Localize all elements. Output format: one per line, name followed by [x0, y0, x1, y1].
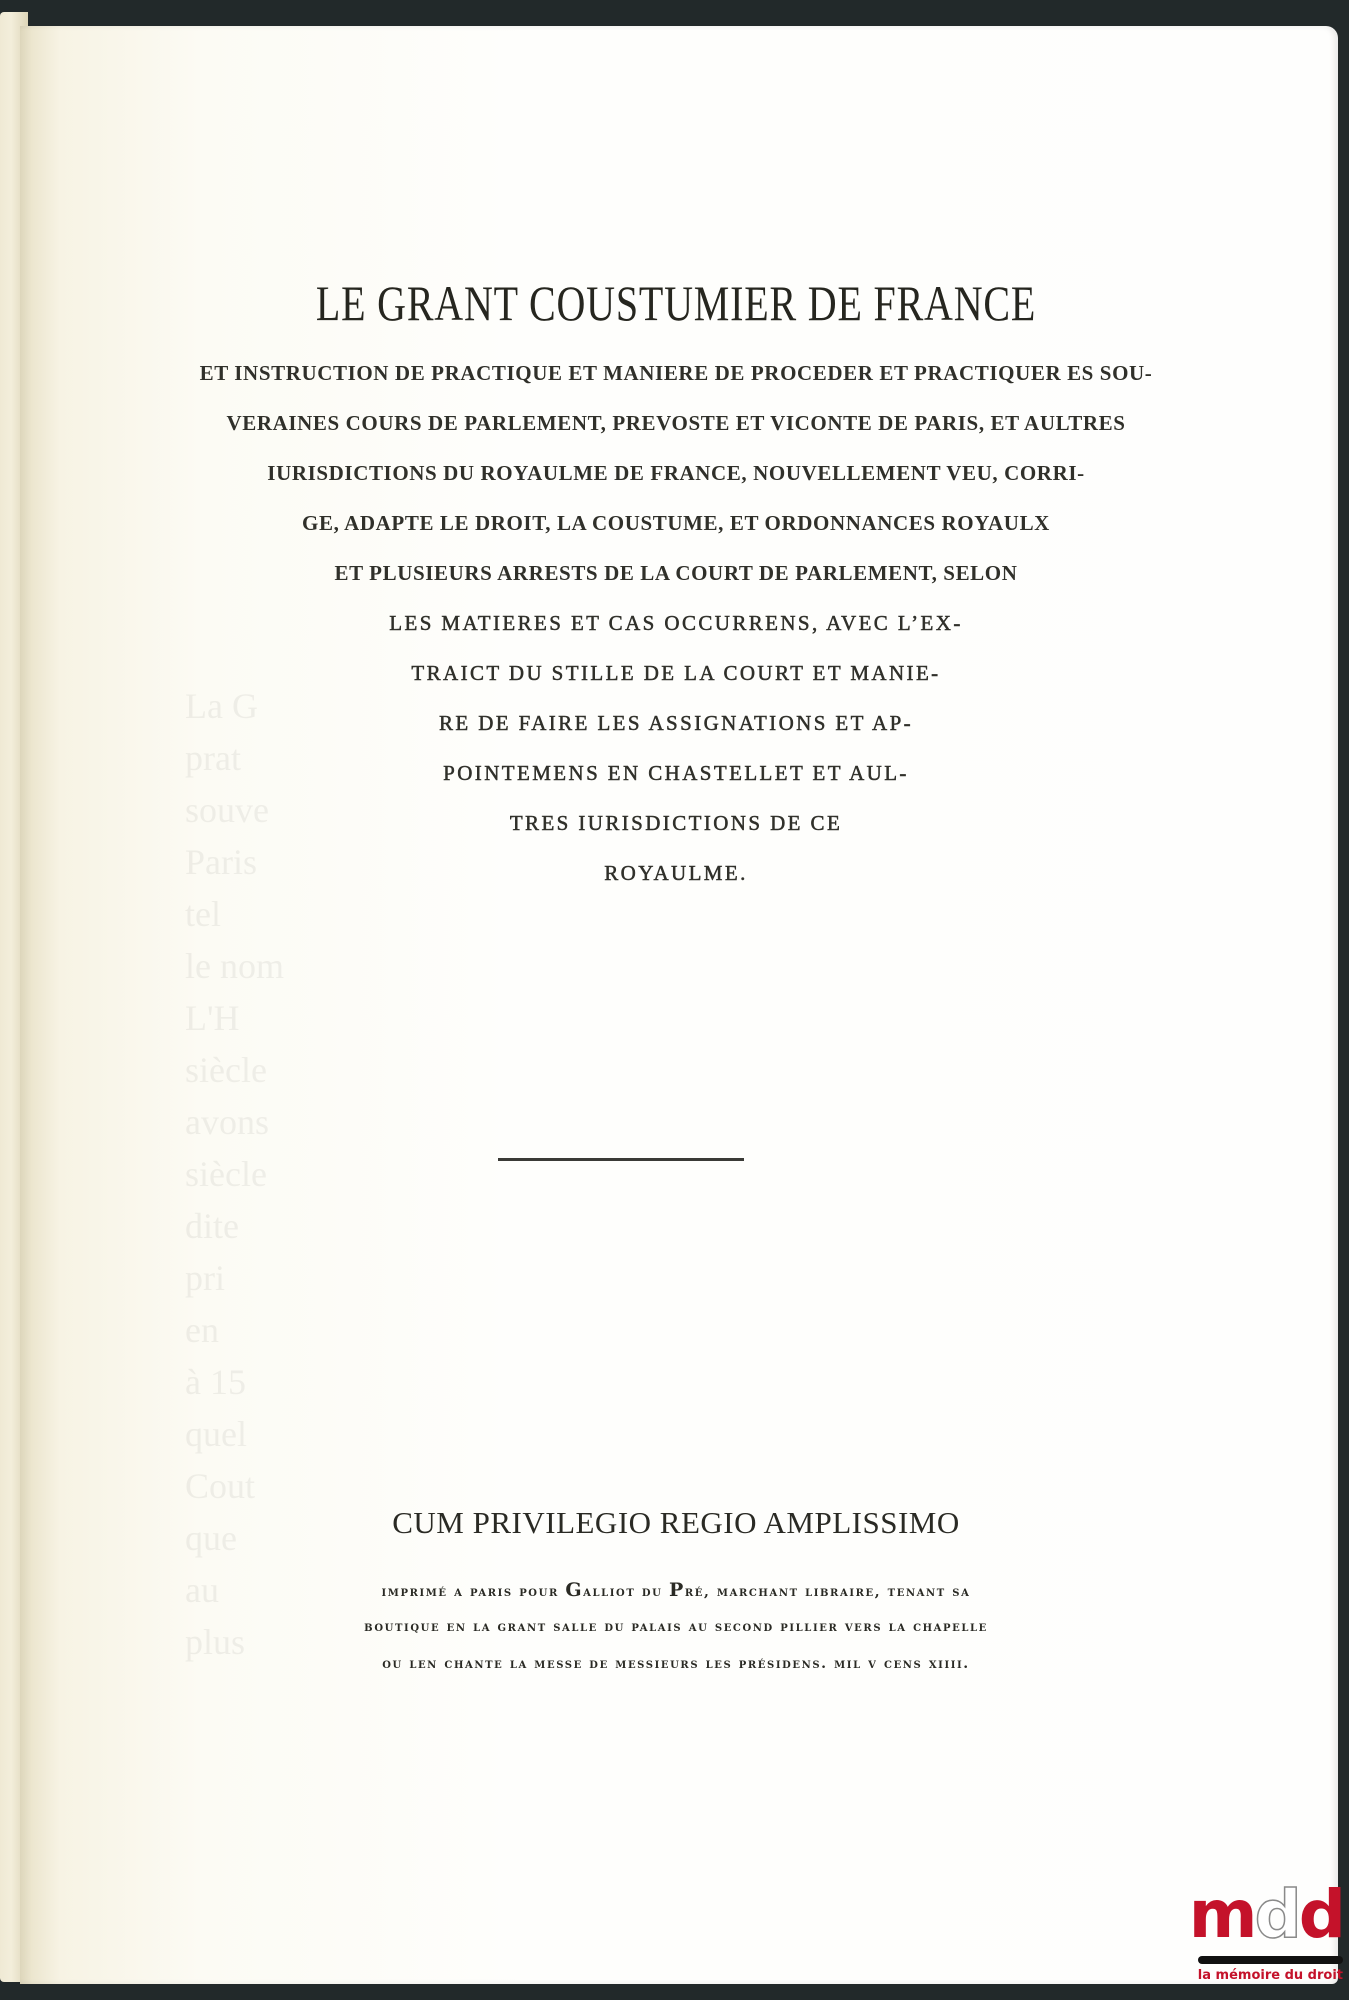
- show-through-line: au: [185, 1570, 219, 1610]
- show-through-line: à 15: [185, 1362, 246, 1402]
- imprint-initial: G: [565, 1579, 584, 1601]
- imprint: [62, 1572, 1290, 1683]
- show-through-line: en: [185, 1310, 219, 1350]
- subtitle-line: GE, ADAPTE LE DROIT, LA COUSTUME, ET ORDONNANCES ROYAULX: [302, 511, 1050, 535]
- show-through-line: avons: [185, 1102, 269, 1142]
- show-through-line: Cout: [185, 1466, 256, 1506]
- subtitle-line: TRES IURISDICTIONS DE CE: [509, 811, 843, 835]
- imprint-text: , marchant libraire, tenant sa: [703, 1584, 971, 1600]
- subtitle-line: TRAICT DU STILLE DE LA COURT ET MANIE-: [411, 661, 941, 685]
- logo-letter-outline: d: [1254, 1876, 1299, 1953]
- book-title: LE GRANT COUSTUMIER DE FRANCE: [315, 274, 1037, 331]
- subtitle-line: POINTEMENS EN CHASTELLET ET AUL-: [443, 761, 909, 785]
- show-through-line: pri: [185, 1258, 225, 1298]
- show-through-line: souve: [185, 790, 269, 830]
- show-through-line: quel: [185, 1414, 247, 1454]
- subtitle-line: ROYAULME.: [604, 861, 748, 885]
- imprint-text: imprimé a paris pour: [381, 1584, 566, 1600]
- show-through-line: siècle: [185, 1154, 267, 1194]
- imprint-line-1: [62, 1572, 1290, 1609]
- imprint-line-2: boutique en la grant salle du palais au second pillier vers la chapelle: [364, 1619, 988, 1635]
- subtitle-line: IURISDICTIONS DU ROYAULME DE FRANCE, NOUVELLEMENT VEU, CORRI-: [267, 461, 1085, 485]
- horizontal-rule: [498, 1158, 744, 1161]
- imprint-initial: P: [668, 1579, 685, 1601]
- logo-letter: m: [1188, 1876, 1255, 1953]
- subtitle-line: ET PLUSIEURS ARRESTS DE LA COURT DE PARLEMENT, SELON: [334, 561, 1018, 585]
- show-through-line: que: [185, 1518, 237, 1558]
- imprint-text: ré: [684, 1584, 704, 1600]
- subtitle-line: RE DE FAIRE LES ASSIGNATIONS ET AP-: [438, 711, 914, 735]
- show-through-line: dite: [185, 1206, 239, 1246]
- show-through-line: prat: [185, 738, 241, 778]
- logo-letter: d: [1298, 1876, 1343, 1953]
- mdd-logo-mark: [1188, 1876, 1343, 1953]
- show-through-line: plus: [185, 1622, 246, 1662]
- subtitle-line: LES MATIERES ET CAS OCCURRENS, AVEC L’EX-: [389, 611, 963, 635]
- imprint-line-3: ou len chante la messe de messieurs les présidens. mil v cens xiiii.: [382, 1656, 970, 1672]
- show-through-line: La G: [185, 686, 258, 726]
- subtitle-line: ET INSTRUCTION DE PRACTIQUE ET MANIERE DE PROCEDER ET PRACTIQUER ES SOU-: [199, 361, 1153, 385]
- book-subtitle: [62, 348, 1290, 898]
- logo-tagline: la mémoire du droit: [1197, 1968, 1343, 1983]
- imprint-text: alliot du: [583, 1584, 669, 1600]
- subtitle-line: VERAINES COURS DE PARLEMENT, PREVOSTE ET VICONTE DE PARIS, ET AULTRES: [226, 411, 1126, 435]
- privilege-notice: CUM PRIVILEGIO REGIO AMPLISSIMO: [392, 1505, 960, 1540]
- show-through-line: siècle: [185, 1050, 267, 1090]
- show-through-line: le nom: [185, 946, 284, 986]
- logo-underline-bar: [1198, 1956, 1343, 1964]
- show-through-line: L'H: [185, 998, 240, 1038]
- show-through-line: Paris: [185, 842, 257, 882]
- mdd-watermark-logo: [1188, 1876, 1343, 1990]
- show-through-line: tel: [185, 894, 221, 934]
